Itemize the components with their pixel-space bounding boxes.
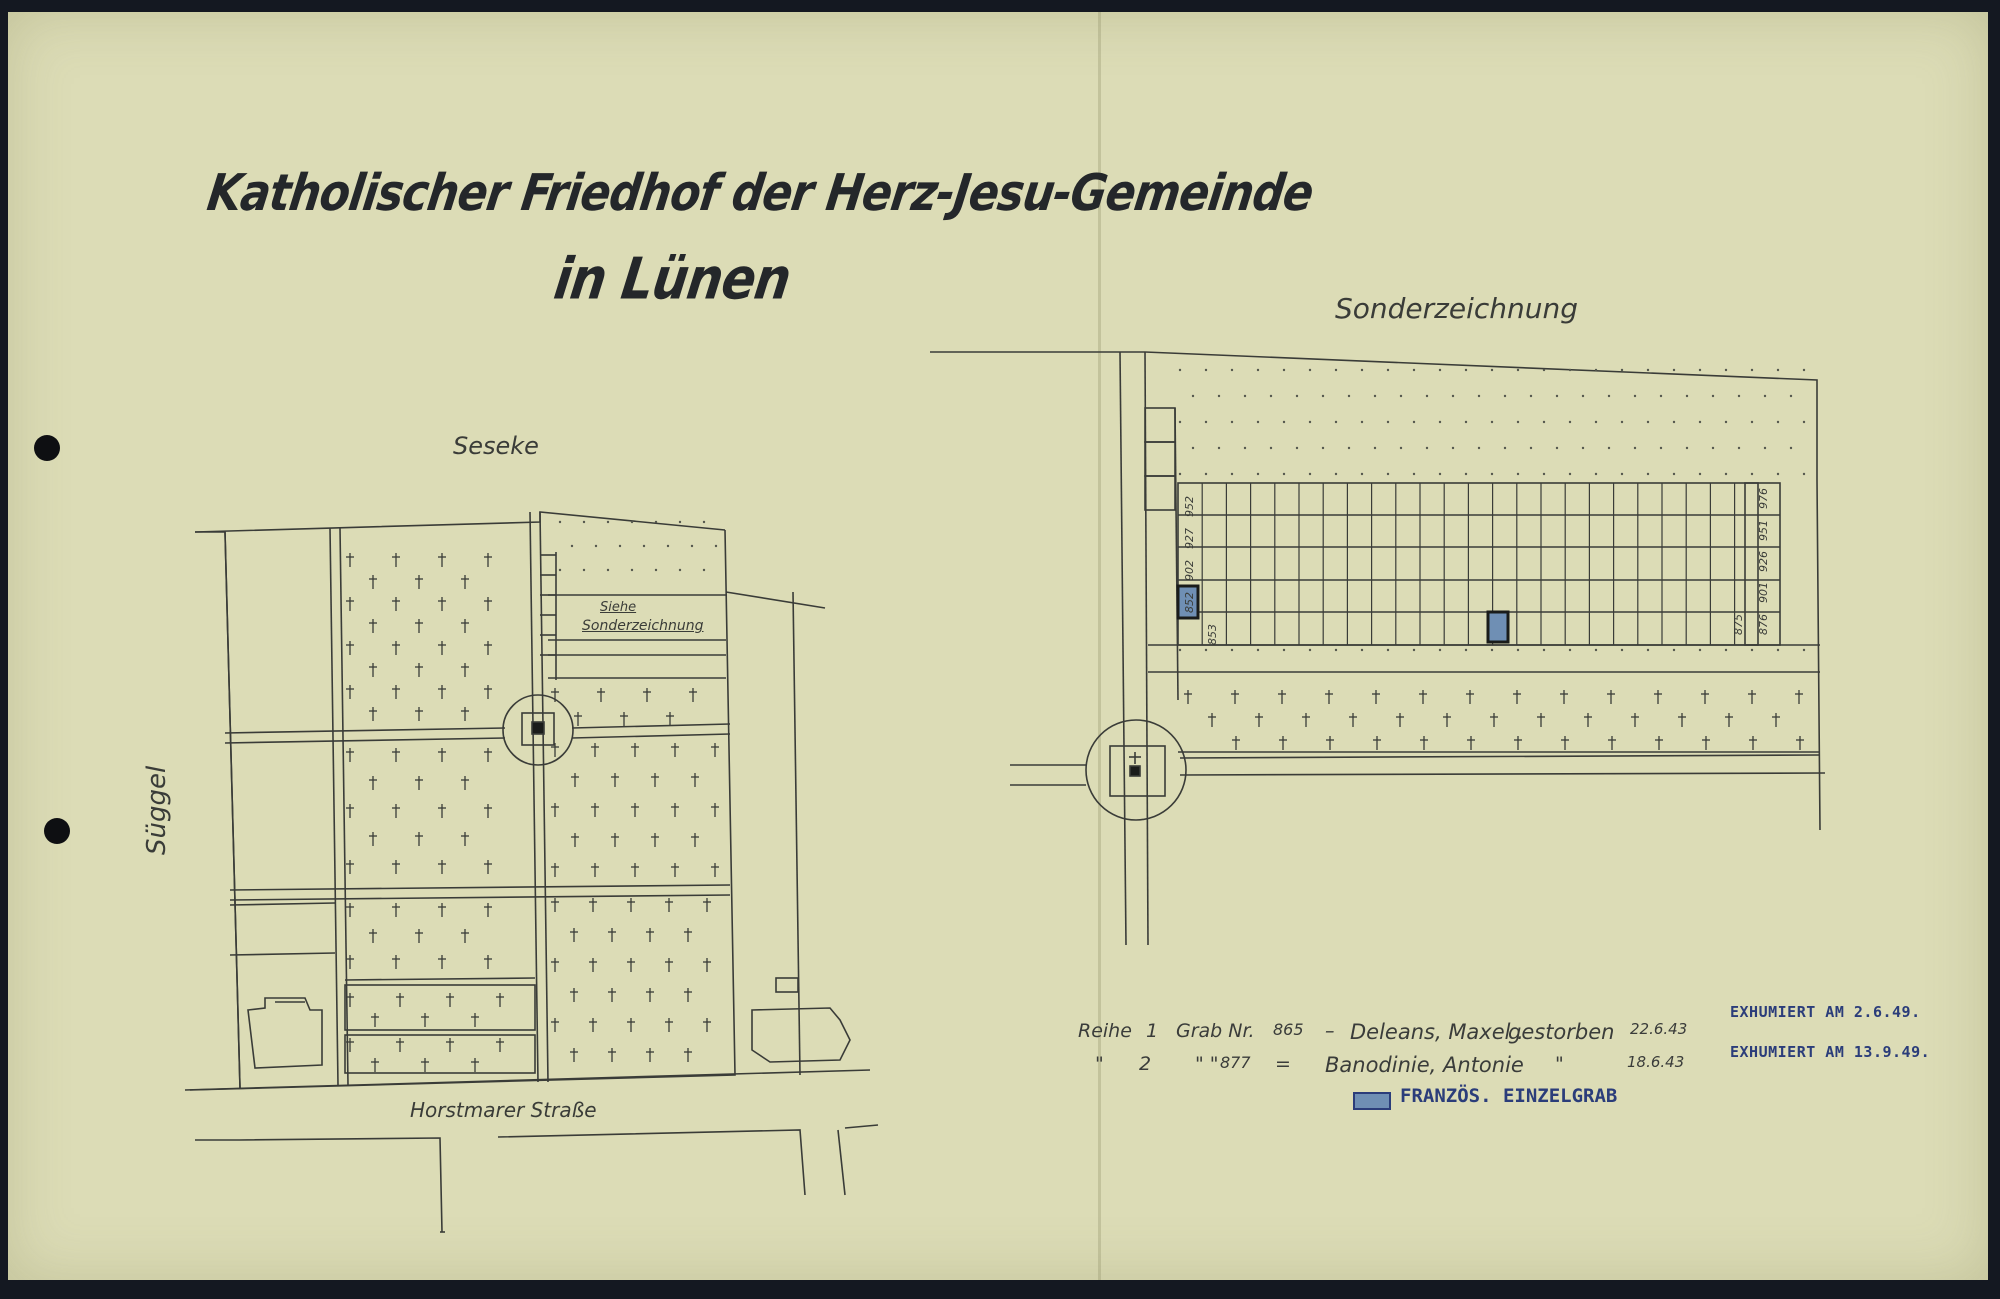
separator: = bbox=[1275, 1053, 1291, 1075]
street-label-side: Süggel bbox=[142, 765, 172, 855]
deceased-name: Banodinie, Antonie bbox=[1325, 1053, 1524, 1077]
row-label: " bbox=[1095, 1053, 1104, 1075]
grave-number: 902 bbox=[1183, 560, 1196, 581]
exhumation-note: EXHUMIERT AM 2.6.49. bbox=[1730, 1003, 1921, 1021]
separator: – bbox=[1325, 1020, 1335, 1042]
grave-label: " " bbox=[1195, 1053, 1219, 1075]
grave-crosses bbox=[1184, 690, 1804, 750]
grave-number: 875 bbox=[1732, 614, 1745, 635]
street-label-bottom: Horstmarer Straße bbox=[410, 1098, 597, 1122]
grave-number: 976 bbox=[1757, 488, 1770, 509]
french-grave-marker bbox=[1488, 612, 1508, 642]
grave-number: 865 bbox=[1273, 1020, 1304, 1039]
grave-number: 852 bbox=[1183, 592, 1196, 613]
see-reference-label: Siehe bbox=[600, 600, 637, 615]
legend-swatch bbox=[1353, 1092, 1391, 1110]
death-date: 22.6.43 bbox=[1630, 1020, 1688, 1038]
grave-number: 877 bbox=[1220, 1053, 1251, 1072]
grave-label: Grab Nr. bbox=[1176, 1020, 1255, 1042]
death-date: 18.6.43 bbox=[1627, 1053, 1685, 1071]
see-reference-label: Sonderzeichnung bbox=[582, 618, 704, 634]
grave-number: 876 bbox=[1757, 614, 1770, 635]
grave-number: 853 bbox=[1206, 624, 1219, 645]
row-number: 1 bbox=[1146, 1020, 1159, 1042]
grave-number: 952 bbox=[1183, 496, 1196, 517]
grave-number: 927 bbox=[1183, 528, 1196, 549]
special-drawing-plan bbox=[930, 352, 1825, 945]
detail-heading: Sonderzeichnung bbox=[1335, 292, 1579, 325]
deceased-name: Deleans, Maxel . bbox=[1350, 1020, 1524, 1044]
died-label: gestorben bbox=[1508, 1020, 1615, 1044]
overview-plan bbox=[185, 512, 878, 1232]
grave-grid bbox=[1202, 483, 1734, 645]
exhumation-note: EXHUMIERT AM 13.9.49. bbox=[1730, 1043, 1931, 1061]
died-label: " bbox=[1555, 1053, 1564, 1075]
grave-number: 926 bbox=[1757, 551, 1770, 572]
grave-number: 951 bbox=[1757, 520, 1770, 541]
map-title: Katholischer Friedhof der Herz-Jesu-Gemeinde bbox=[203, 164, 1317, 223]
row-number: 2 bbox=[1139, 1053, 1152, 1075]
grave-number: 901 bbox=[1757, 582, 1770, 603]
river-label: Seseke bbox=[453, 432, 539, 460]
legend-label: FRANZÖS. EINZELGRAB bbox=[1400, 1085, 1618, 1107]
row-label: Reihe bbox=[1078, 1020, 1132, 1042]
map-subtitle: in Lünen bbox=[550, 245, 795, 313]
